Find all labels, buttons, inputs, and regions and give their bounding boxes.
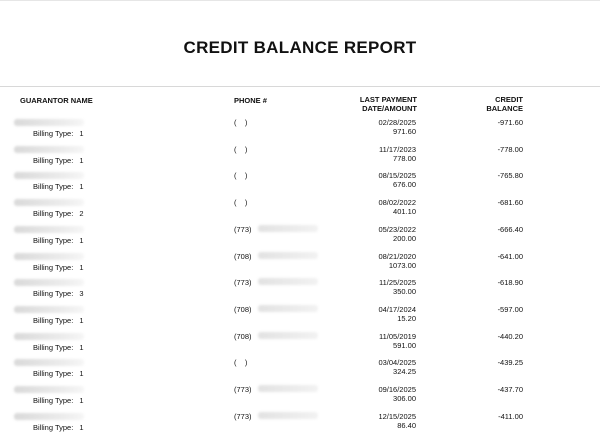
guarantor-name-redacted [14,253,84,260]
last-payment-date: 11/17/2023 [379,144,416,154]
guarantor-name-redacted [14,199,84,206]
billing-type [33,316,83,325]
last-payment-date: 12/15/2025 [378,411,416,421]
billing-type-label: Billing Type: [33,342,74,352]
billing-type-label: Billing Type: [33,289,74,299]
last-payment-date: 08/21/2020 [378,251,416,261]
last-payment-header-line2: DATE/AMOUNT [362,104,417,113]
guarantor-name-redacted [14,279,84,286]
phone-number-redacted [258,225,318,232]
table-row [0,144,600,171]
billing-type-value: 1 [79,396,84,405]
billing-type [33,156,83,165]
credit-balance: -778.00 [497,144,523,154]
billing-type [33,129,83,138]
column-header [0,86,600,117]
credit-balance-header-line2: BALANCE [486,104,523,113]
credit-balance: -641.00 [497,251,523,261]
phone-header: PHONE # [234,96,267,105]
billing-type-value: 2 [79,209,84,219]
guarantor-name-redacted [14,333,84,340]
last-payment-amount: 306.00 [393,394,416,403]
billing-type [33,236,83,245]
last-payment-amount: 86.40 [397,420,416,430]
last-payment-date: 11/25/2025 [379,278,416,288]
billing-type-label: Billing Type: [33,209,74,219]
billing-type-label: Billing Type: [33,155,74,165]
billing-type-label: Billing Type: [33,315,74,325]
last-payment-amount: 778.00 [393,153,416,163]
phone-number: ( ) [234,198,248,208]
phone-number: (773) [234,385,252,394]
billing-type-value: 1 [79,182,84,192]
credit-balance: -618.90 [497,278,523,288]
table-row [0,117,600,144]
phone-number: (708) [234,331,252,341]
last-payment-amount: 971.60 [393,127,416,136]
guarantor-name-redacted [14,119,84,126]
guarantor-name-redacted [14,386,84,393]
billing-type-label: Billing Type: [33,262,74,272]
phone-number: ( ) [234,144,248,154]
billing-type-label: Billing Type: [33,396,74,405]
phone-number: (773) [234,411,252,421]
phone-number: (773) [234,224,252,234]
report-title: CREDIT BALANCE REPORT [183,38,417,57]
billing-type [33,369,83,378]
credit-balance: -439.25 [497,358,523,368]
phone-number-redacted [258,252,318,259]
billing-type [33,423,83,432]
billing-type-value: 3 [79,289,84,299]
billing-type-label: Billing Type: [33,369,74,379]
table-row [0,197,600,224]
guarantor-name-header: GUARANTOR NAME [20,96,93,105]
table-row [0,384,600,411]
credit-balance: -666.40 [497,224,523,234]
last-payment-amount: 676.00 [393,180,416,190]
billing-type [33,396,83,405]
credit-balance: -437.70 [497,385,523,394]
credit-balance: -597.00 [497,304,523,314]
phone-number-redacted [258,305,318,312]
guarantor-name-redacted [14,413,84,420]
credit-balance: -681.60 [497,198,523,208]
guarantor-name-redacted [14,226,84,233]
guarantor-name-redacted [14,359,84,366]
phone-number-redacted [258,278,318,285]
billing-type-value: 1 [79,342,84,352]
billing-type-label: Billing Type: [33,129,74,138]
billing-type-value: 1 [79,315,84,325]
credit-balance: -411.00 [498,411,523,421]
billing-type [33,182,83,191]
last-payment-date: 08/02/2022 [378,198,416,208]
phone-number: ( ) [234,118,248,127]
last-payment-amount: 350.00 [393,287,416,297]
billing-type [33,343,83,352]
last-payment-amount: 324.25 [393,367,416,377]
billing-type-label: Billing Type: [33,182,74,192]
table-row [0,304,600,331]
top-border [0,0,600,1]
last-payment-header [300,95,417,113]
last-payment-date: 11/05/2019 [379,331,416,341]
table-row [0,170,600,197]
billing-type-value: 1 [79,369,84,379]
last-payment-date: 04/17/2024 [378,304,416,314]
last-payment-amount: 200.00 [393,233,416,243]
last-payment-amount: 401.10 [393,207,416,217]
billing-type [33,209,83,218]
billing-type-value: 1 [79,129,84,138]
guarantor-name-redacted [14,146,84,153]
credit-balance: -765.80 [497,171,523,181]
table-row [0,331,600,358]
table-row [0,224,600,251]
phone-number: (773) [234,278,252,288]
credit-balance-header-line1: CREDIT [495,95,523,104]
phone-number: (708) [234,304,252,314]
table-row [0,411,600,438]
last-payment-date: 05/23/2022 [378,224,416,234]
billing-type-value: 1 [79,422,84,432]
billing-type-value: 1 [79,262,84,272]
last-payment-date: 02/28/2025 [378,118,416,127]
last-payment-date: 03/04/2025 [378,358,416,368]
last-payment-date: 09/16/2025 [378,385,416,394]
credit-balance-header [430,95,523,113]
credit-balance: -440.20 [497,331,523,341]
table-row [0,357,600,384]
last-payment-date: 08/15/2025 [378,171,416,181]
billing-type-label: Billing Type: [33,422,74,432]
table-row [0,277,600,304]
guarantor-name-redacted [14,172,84,179]
last-payment-amount: 591.00 [393,340,416,350]
last-payment-header-line1: LAST PAYMENT [359,95,417,104]
last-payment-amount: 15.20 [397,313,416,323]
billing-type-label: Billing Type: [33,235,74,245]
phone-number: ( ) [234,358,248,368]
phone-number: (708) [234,251,252,261]
billing-type-value: 1 [79,155,84,165]
billing-type [33,289,83,298]
last-payment-amount: 1073.00 [388,260,416,270]
billing-type-value: 1 [79,235,84,245]
phone-number-redacted [258,385,318,392]
guarantor-name-redacted [14,306,84,313]
credit-balance: -971.60 [497,118,523,127]
phone-number-redacted [258,332,318,339]
table-row [0,251,600,278]
phone-number: ( ) [234,171,248,181]
phone-number-redacted [258,412,318,419]
billing-type [33,263,83,272]
